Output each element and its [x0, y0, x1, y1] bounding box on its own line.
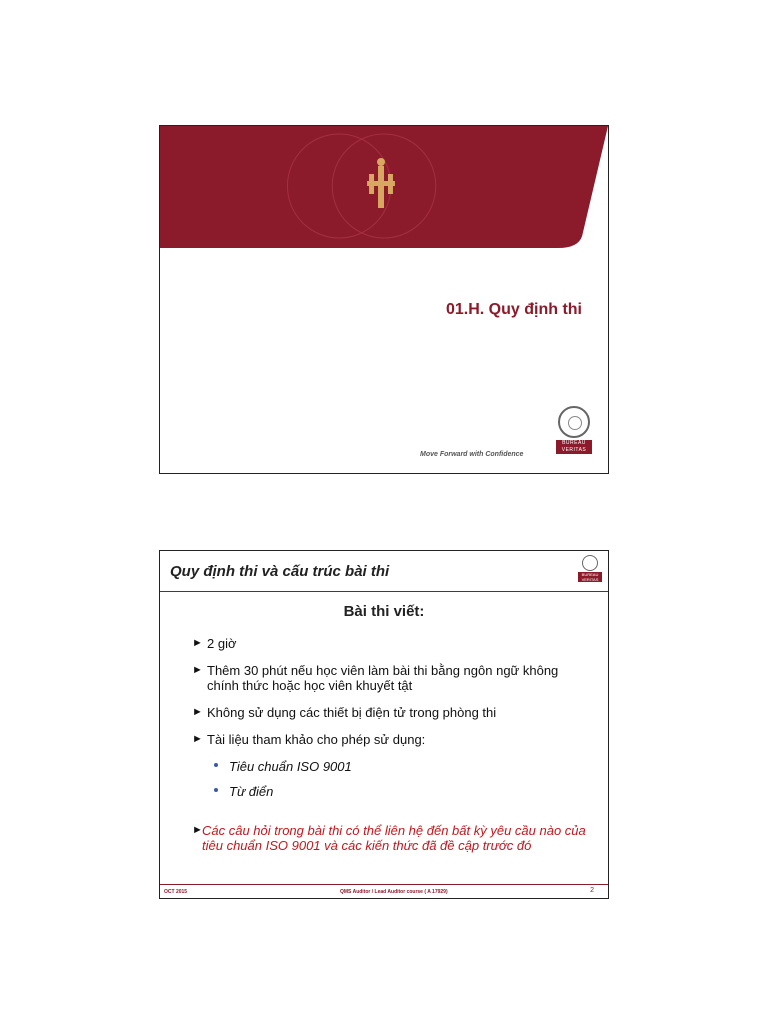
logo-text-veritas: VERITAS: [581, 577, 599, 582]
bullet-list: [192, 636, 590, 809]
dot-bullet-icon: [214, 763, 218, 767]
page-number: 2: [590, 887, 594, 894]
slide-footer: [160, 884, 608, 899]
slide-subtitle: Bài thi viết:: [343, 603, 425, 620]
list-item: ► Tài liệu tham khảo cho phép sử dụng:: [192, 732, 426, 747]
arrow-bullet-icon: ►: [192, 706, 203, 718]
arrow-bullet-icon: ►: [192, 824, 203, 836]
sub-list-item: Tiêu chuẩn ISO 9001: [214, 759, 590, 774]
bureau-veritas-logo-small: [578, 555, 602, 582]
content-slide: [159, 550, 609, 899]
list-item: ► Thêm 30 phút nếu học viên làm bài thi bằng ngôn ngữ không chính thức hoặc học viên khuyết tật: [192, 663, 559, 693]
arrow-bullet-icon: ►: [192, 637, 203, 649]
seal-icon: [582, 555, 598, 571]
logo-text-bureau: BUREAU: [562, 440, 586, 446]
header-divider: [160, 591, 608, 592]
seal-icon: [558, 406, 590, 438]
tagline: Move Forward with Confidence: [420, 451, 524, 458]
list-item: ► Không sử dụng các thiết bị điện tử trong phòng thi: [192, 705, 497, 720]
title-slide: [159, 125, 609, 474]
dot-bullet-icon: [214, 788, 218, 792]
arrow-bullet-icon: ►: [192, 664, 203, 676]
red-banner: [160, 126, 608, 251]
logo-text-bureau: BUREAU: [581, 572, 599, 577]
slide-header: Quy định thi và cấu trúc bài thi: [170, 563, 390, 580]
highlight-item: ► Các câu hỏi trong bài thi có thể liên hệ đến bất kỳ yêu cầu nào của tiêu chuẩn ISO 9001 và các kiến thức đã đề cập trước đó: [192, 823, 586, 853]
list-item: ► 2 giờ: [192, 636, 237, 651]
bureau-veritas-logo: [556, 406, 592, 462]
sub-bullet-list: [214, 759, 590, 799]
arrow-bullet-icon: ►: [192, 733, 203, 745]
logo-text-veritas: VERITAS: [561, 447, 587, 453]
footer-date: OCT 2015: [164, 889, 188, 895]
slide-title: 01.H. Quy định thi: [445, 301, 582, 318]
sub-list-item: Từ điển: [214, 784, 590, 799]
footer-course: QMS Auditor / Lead Auditor course ( A 17929): [340, 889, 448, 895]
